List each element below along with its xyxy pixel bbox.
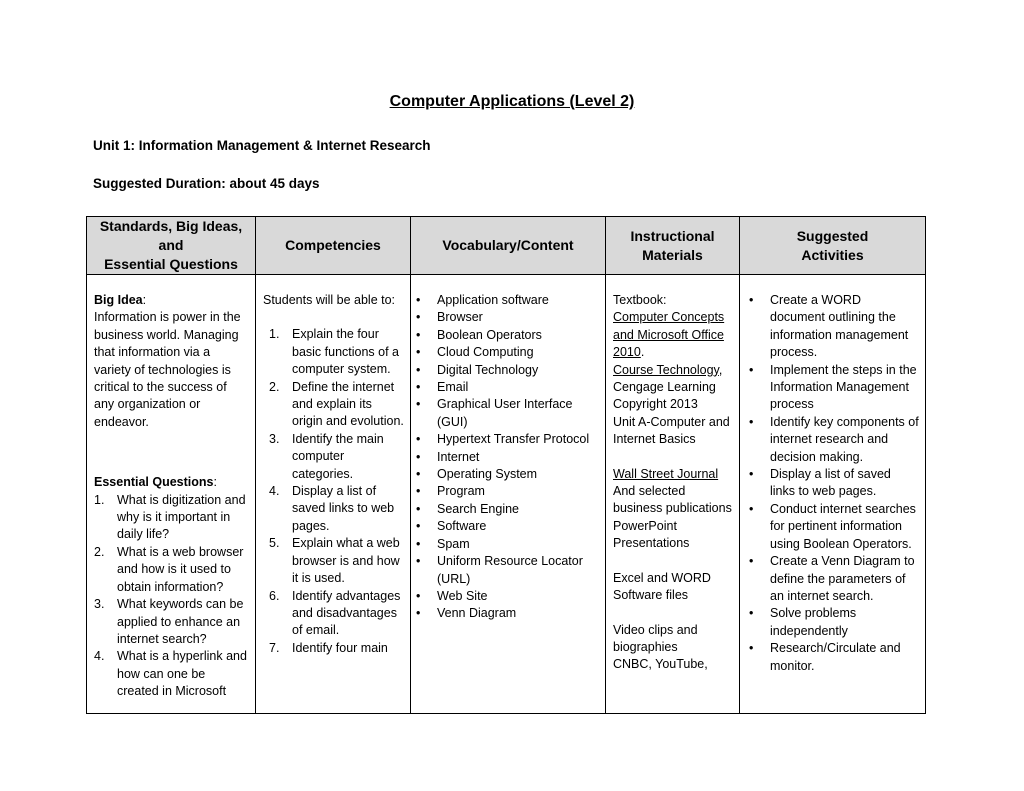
excel-text: Excel and WORD Software files <box>613 570 711 603</box>
list-item: • Identify key components of internet research and decision making. <box>748 414 919 466</box>
list-item: • Boolean Operators <box>415 327 599 344</box>
header-activities: Suggested Activities <box>740 217 926 275</box>
list-item: 3. Identify the main computer categories. <box>269 431 384 481</box>
unit-line: Unit A-Computer and Internet Basics <box>613 414 730 447</box>
list-item: • Operating System <box>415 466 599 483</box>
table-header-row <box>87 217 926 275</box>
list-item: 2. Define the internet and explain its origin and evolution. <box>269 379 404 429</box>
competencies-cell <box>256 275 411 714</box>
list-item: • Research/Circulate and monitor. <box>748 640 919 675</box>
list-item: • Implement the steps in the Information Management process <box>748 362 919 414</box>
list-item: 2. What is a web browser and how is it used to obtain information? <box>94 544 244 594</box>
list-item: • Conduct internet searches for pertinent information using Boolean Operators. <box>748 501 919 553</box>
publisher-line: Cengage Learning <box>613 380 716 395</box>
table-row <box>87 275 926 714</box>
powerpoint-text: PowerPoint Presentations <box>613 518 690 551</box>
list-item: • Hypertext Transfer Protocol <box>415 431 599 448</box>
competencies-list <box>263 326 404 657</box>
list-item: 7. Identify four main <box>269 640 388 655</box>
list-item: • Software <box>415 518 599 535</box>
copyright-line: Copyright 2013 <box>613 397 698 412</box>
wsj-text: And selected business publications <box>613 484 732 516</box>
publisher: Course Technology, <box>613 362 723 377</box>
video-text: Video clips and biographies <box>613 622 698 654</box>
list-item: • Search Engine <box>415 501 599 518</box>
activities-list <box>748 292 919 675</box>
header-materials: Instructional Materials <box>606 217 740 275</box>
wsj-title: Wall Street Journal <box>613 466 719 481</box>
list-item: • Email <box>415 379 599 396</box>
activities-cell <box>740 275 926 714</box>
textbook-label: Textbook: <box>613 293 667 307</box>
vocabulary-cell <box>411 275 606 714</box>
list-item: • Graphical User Interface (GUI) <box>415 396 599 431</box>
list-item: 1. What is digitization and why is it important in daily life? <box>94 492 246 542</box>
vocabulary-list <box>415 292 599 623</box>
materials-cell <box>606 275 740 714</box>
list-item: • Solve problems independently <box>748 605 919 640</box>
textbook-title: Computer Concepts and Microsoft Office 2010. <box>613 310 725 360</box>
essential-questions-list <box>94 492 249 701</box>
curriculum-table <box>86 216 926 714</box>
list-item: • Digital Technology <box>415 362 599 379</box>
unit-heading: Unit 1: Information Management & Internet Research <box>93 138 431 153</box>
list-item: • Cloud Computing <box>415 344 599 361</box>
list-item: 6. Identify advantages and disadvantages of email. <box>269 588 401 638</box>
list-item: 1. Explain the four basic functions of a computer system. <box>269 327 400 377</box>
list-item: 4. What is a hyperlink and how can one be created in Microsoft <box>94 649 247 699</box>
list-item: • Uniform Resource Locator (URL) <box>415 553 599 588</box>
list-item: 4. Display a list of saved links to web pages. <box>269 484 395 533</box>
list-item: • Program <box>415 483 599 500</box>
header-standards: Standards, Big Ideas, and Essential Questions <box>87 217 256 275</box>
list-item: • Spam <box>415 536 599 553</box>
video-sources: CNBC, YouTube, <box>613 657 708 672</box>
big-idea: Big Idea: <box>94 293 147 307</box>
list-item: 3. What keywords can be applied to enhance an internet search? <box>94 597 244 646</box>
list-item: • Browser <box>415 309 599 326</box>
list-item: • Application software <box>415 292 599 309</box>
header-competencies: Competencies <box>256 217 411 275</box>
list-item: • Venn Diagram <box>415 605 599 622</box>
list-item: • Create a WORD document outlining the information management process. <box>748 292 919 362</box>
list-item: • Display a list of saved links to web pages. <box>748 466 919 501</box>
standards-cell <box>87 275 256 714</box>
header-vocabulary: Vocabulary/Content <box>411 217 606 275</box>
essential-questions-label: Essential Questions: <box>94 475 217 490</box>
big-idea-text: Information is power in the business world. Managing that information via a variety of technologies is critical to the success of any organization or endeavor. <box>94 310 241 429</box>
competencies-intro: Students will be able to: <box>263 293 396 307</box>
list-item: • Internet <box>415 449 599 466</box>
list-item: • Web Site <box>415 588 599 605</box>
list-item: • Create a Venn Diagram to define the parameters of an internet search. <box>748 553 919 605</box>
duration-heading: Suggested Duration: about 45 days <box>93 176 320 191</box>
list-item: 5. Explain what a web browser is and how it is used. <box>269 536 400 586</box>
document-title: Computer Applications (Level 2) <box>389 93 635 110</box>
